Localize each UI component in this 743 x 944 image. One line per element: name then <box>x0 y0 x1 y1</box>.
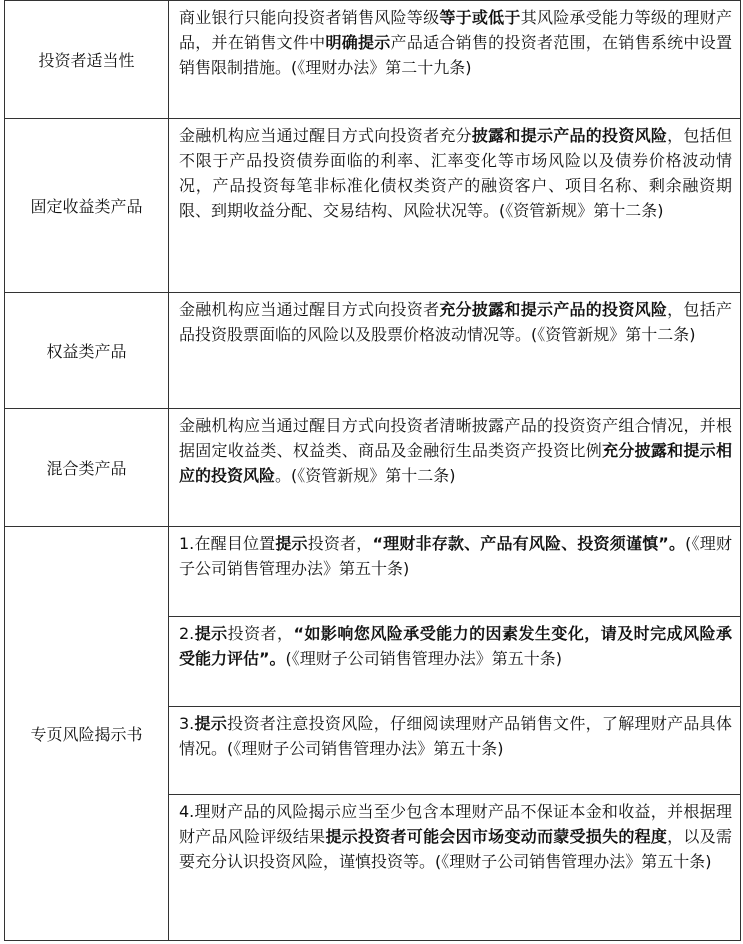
bold-text: 提示 <box>275 534 308 553</box>
text-segment: 2. <box>179 624 195 643</box>
row-label: 投资者适当性 <box>5 1 169 119</box>
row-content <box>169 409 741 527</box>
row-content <box>169 1 741 119</box>
table-row <box>5 409 741 527</box>
text-segment: 金融机构应当通过醒目方式向投资者 <box>179 300 440 319</box>
regulation-table <box>4 0 741 941</box>
text-segment: (《理财子公司销售管理办法》第五十条) <box>285 649 563 668</box>
table-row <box>5 1 741 119</box>
text-segment: (《理财子公司销售管理办法》第五十条) <box>179 534 732 578</box>
table-row <box>5 527 741 617</box>
text-segment: 投资者， <box>307 534 373 553</box>
row-label: 固定收益类产品 <box>5 119 169 293</box>
text-segment: 商业银行只能向投资者销售风险等级 <box>179 8 440 27</box>
text-segment: 投资者注意投资风险，仔细阅读理财产品销售文件，了解理财产品具体情况。(《理财子公司销售管理办法》第五十条) <box>179 714 732 758</box>
text-segment: 投资者， <box>227 624 294 643</box>
bold-text: 明确提示 <box>325 33 391 52</box>
bold-text: 提示 <box>194 624 228 643</box>
bold-text: 提示 <box>194 714 228 733</box>
bold-text: 提示投资者可能会因市场变动而蒙受损失的程度 <box>325 827 668 846</box>
text-segment: ，以及需要充分认识投资风险，谨慎投资等。(《理财子公司销售管理办法》第五十条) <box>179 827 732 871</box>
table-row <box>5 119 741 293</box>
text-segment: 。(《资管新规》第十二条) <box>275 466 456 485</box>
row-content <box>169 707 741 795</box>
bold-text: “如影响您风险承受能力的因素发生变化，请及时完成风险承受能力评估”。 <box>179 624 732 668</box>
row-label: 混合类产品 <box>5 409 169 527</box>
text-segment: 金融机构应当通过醒目方式向投资者充分 <box>179 126 472 145</box>
bold-text: 充分披露和提示相应的投资风险 <box>179 441 732 485</box>
text-segment: 3. <box>179 714 195 733</box>
row-label: 权益类产品 <box>5 293 169 409</box>
row-content <box>169 119 741 293</box>
row-label: 专页风险揭示书 <box>5 527 169 941</box>
bold-text: “理财非存款、产品有风险、投资须谨慎”。 <box>372 534 686 553</box>
row-content <box>169 293 741 409</box>
row-content <box>169 527 741 617</box>
text-segment: 其风险承受能力等级的理财产品，并在销售文件中 <box>179 8 732 52</box>
bold-text: 等于或低于 <box>439 8 521 27</box>
text-segment: ，包括产品投资股票面临的风险以及股票价格波动情况等。(《资管新规》第十二条) <box>179 300 732 344</box>
text-segment: ，包括但不限于产品投资债券面临的利率、汇率变化等市场风险以及债券价格波动情况，产品投资每笔非标准化债权类资产的融资客户、项目名称、剩余融资期限、到期收益分配、交易结构、风险状况等。(《资管新规》第十二条) <box>179 126 732 220</box>
text-segment: 4.理财产品的风险揭示应当至少包含本理财产品不保证本金和收益，并根据理财产品风险评级结果 <box>179 802 732 846</box>
text-segment: 1.在醒目位置 <box>179 534 276 553</box>
row-content <box>169 795 741 941</box>
table-row <box>5 293 741 409</box>
text-segment: 金融机构应当通过醒目方式向投资者清晰披露产品的投资资产组合情况，并根据固定收益类、权益类、商品及金融衍生品类资产投资比例 <box>179 416 732 460</box>
bold-text: 充分披露和提示产品的投资风险 <box>439 300 668 319</box>
bold-text: 披露和提示产品的投资风险 <box>471 126 668 145</box>
row-content <box>169 617 741 707</box>
text-segment: 产品适合销售的投资者范围，在销售系统中设置销售限制措施。(《理财办法》第二十九条) <box>179 33 732 77</box>
